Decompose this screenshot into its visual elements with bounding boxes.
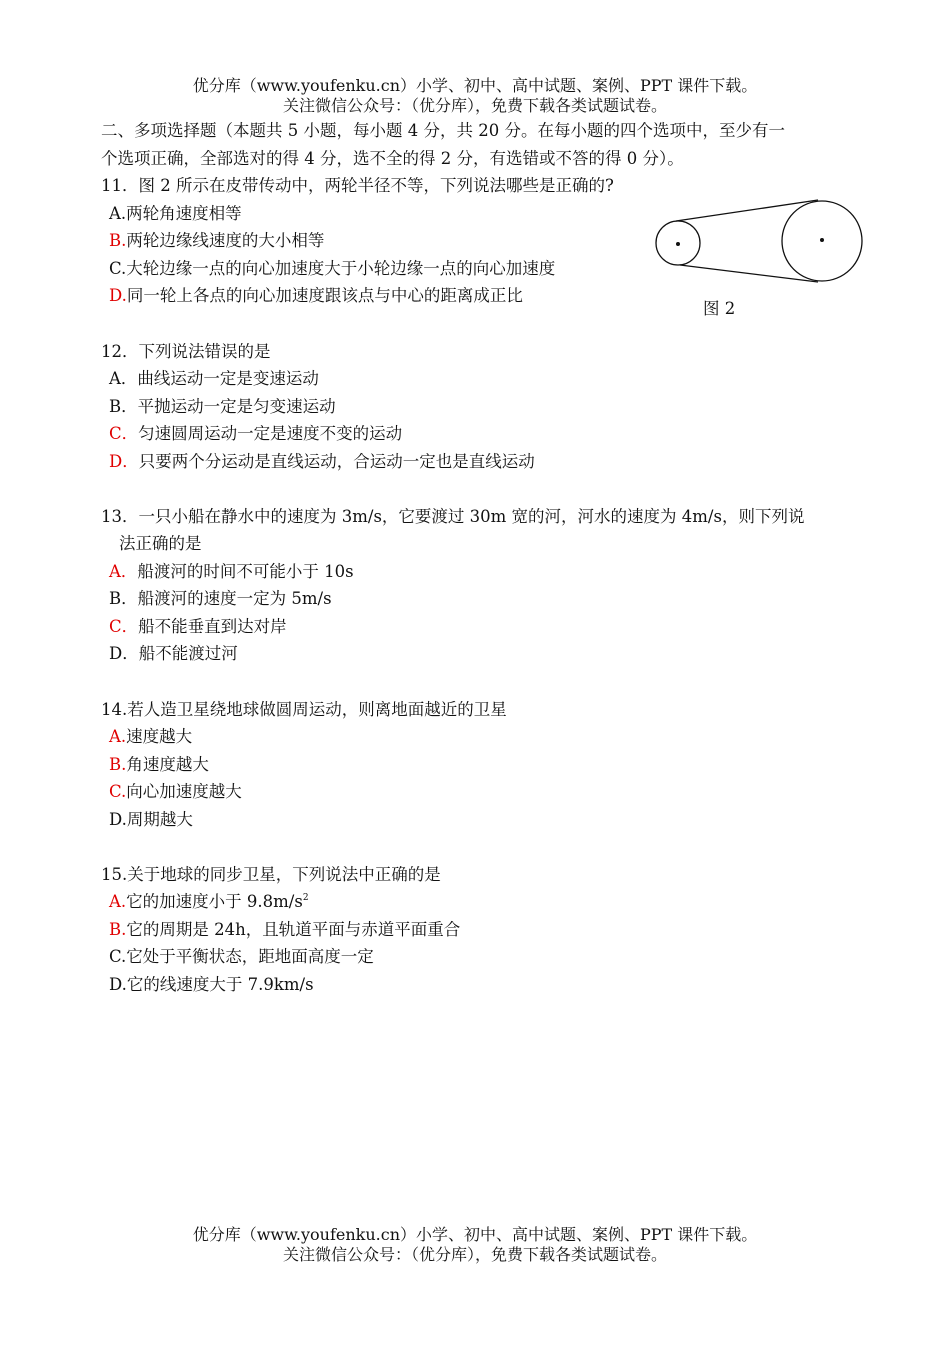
- q14-option-a: [109, 724, 192, 750]
- superscript: 2: [302, 893, 309, 903]
- option-text: 两轮边缘线速度的大小相等: [126, 231, 325, 250]
- q12-option-a: [109, 366, 319, 392]
- section-intro-line-2: 个选项正确，全部选对的得 4 分，选不全的得 2 分，有选错或不答的得 0 分）。: [101, 149, 684, 168]
- q11-option-d: [109, 283, 523, 309]
- option-text: 它的周期是 24h，且轨道平面与赤道平面重合: [126, 920, 461, 939]
- figure-caption: 图 2: [703, 299, 736, 318]
- question-15-stem: 15.关于地球的同步卫星，下列说法中正确的是: [101, 865, 441, 884]
- option-text: 船不能垂直到达对岸: [138, 617, 287, 636]
- option-letter: B.: [109, 231, 127, 250]
- q15-option-b: [109, 917, 460, 943]
- q11-option-b: [109, 228, 324, 254]
- q12-option-c: [109, 421, 402, 447]
- option-text: 两轮角速度相等: [126, 204, 242, 223]
- option-text: 平抛运动一定是匀变速运动: [137, 397, 336, 416]
- option-letter: C.: [109, 782, 127, 801]
- q13-option-a: [109, 559, 354, 585]
- option-letter: A．: [109, 562, 138, 581]
- option-text: 匀速圆周运动一定是速度不变的运动: [138, 424, 403, 443]
- option-letter: D．: [109, 644, 139, 663]
- q11-option-a: [109, 201, 242, 227]
- option-text: 它的线速度大于 7.9km/s: [126, 975, 314, 994]
- option-letter: A.: [109, 892, 127, 911]
- option-letter: A.: [109, 204, 127, 223]
- q12-option-b: [109, 394, 336, 420]
- option-letter: D.: [109, 286, 127, 305]
- belt-bottom: [680, 265, 818, 282]
- header-line-2: 关注微信公众号：（优分库），免费下载各类试题试卷。: [282, 96, 667, 115]
- option-text: 船不能渡过河: [138, 644, 238, 663]
- option-text: 同一轮上各点的向心加速度跟该点与中心的距离成正比: [126, 286, 523, 305]
- option-letter: B．: [109, 589, 138, 608]
- option-letter: A.: [109, 727, 127, 746]
- footer-line-2: 关注微信公众号：（优分库），免费下载各类试题试卷。: [282, 1245, 667, 1264]
- q15-option-d: [109, 972, 314, 998]
- q15-option-a: [109, 889, 309, 915]
- q12-option-d: [109, 449, 535, 475]
- large-pulley-center: [820, 238, 824, 242]
- question-13-stem-line-1: 13．一只小船在静水中的速度为 3m/s，它要渡过 30m 宽的河，河水的速度为 4m/s，则下列说: [101, 507, 805, 526]
- option-text: 它处于平衡状态，距地面高度一定: [126, 947, 374, 966]
- header-line-1: 优分库（www.youfenku.cn）小学、初中、高中试题、案例、PPT 课件下载。: [192, 76, 758, 95]
- option-text: 周期越大: [126, 810, 193, 829]
- option-letter: C．: [109, 424, 139, 443]
- option-text: 速度越大: [126, 727, 193, 746]
- option-text: 船渡河的时间不可能小于 10s: [137, 562, 354, 581]
- option-letter: C.: [109, 259, 127, 278]
- small-pulley-center: [676, 242, 680, 246]
- question-11-stem: 11．图 2 所示在皮带传动中，两轮半径不等，下列说法哪些是正确的?: [101, 176, 614, 195]
- belt-drive-figure: [650, 196, 866, 290]
- option-text: 只要两个分运动是直线运动，合运动一定也是直线运动: [138, 452, 535, 471]
- option-text: 曲线运动一定是变速运动: [137, 369, 319, 388]
- q14-option-d: [109, 807, 193, 833]
- option-letter: B.: [109, 755, 127, 774]
- option-text: 角速度越大: [126, 755, 209, 774]
- option-letter: D.: [109, 810, 127, 829]
- footer-line-1: 优分库（www.youfenku.cn）小学、初中、高中试题、案例、PPT 课件下载。: [192, 1225, 758, 1244]
- option-letter: B.: [109, 920, 127, 939]
- option-text: 它的加速度小于 9.8m/s: [126, 892, 303, 911]
- section-intro-line-1: 二、多项选择题（本题共 5 小题，每小题 4 分，共 20 分。在每小题的四个选项中，至少有一: [101, 121, 785, 140]
- option-text: 船渡河的速度一定为 5m/s: [137, 589, 332, 608]
- option-letter: D.: [109, 975, 127, 994]
- option-letter: D．: [109, 452, 139, 471]
- option-letter: B．: [109, 397, 138, 416]
- q14-option-b: [109, 752, 209, 778]
- q13-option-d: [109, 641, 238, 667]
- question-13-stem-line-2: 法正确的是: [119, 534, 202, 553]
- option-letter: A．: [109, 369, 138, 388]
- option-letter: C.: [109, 947, 127, 966]
- question-14-stem: 14.若人造卫星绕地球做圆周运动，则离地面越近的卫星: [101, 700, 507, 719]
- question-12-stem: 12．下列说法错误的是: [101, 342, 271, 361]
- option-text: 向心加速度越大: [126, 782, 242, 801]
- q13-option-b: [109, 586, 332, 612]
- q14-option-c: [109, 779, 242, 805]
- q15-option-c: [109, 944, 374, 970]
- q13-option-c: [109, 614, 287, 640]
- option-text: 大轮边缘一点的向心加速度大于小轮边缘一点的向心加速度: [126, 259, 556, 278]
- q11-option-c: [109, 256, 555, 282]
- option-letter: C．: [109, 617, 139, 636]
